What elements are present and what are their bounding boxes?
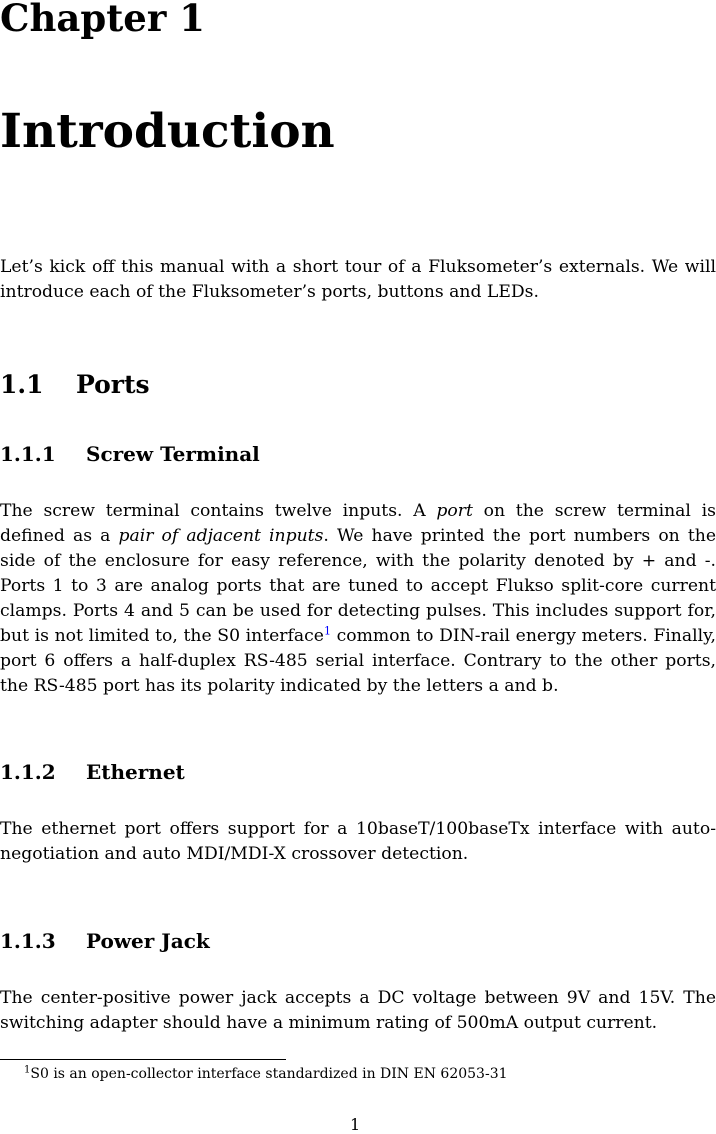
subsection-number: 1.1.2 <box>0 760 56 784</box>
term-pair-of-adjacent-inputs: pair of adjacent inputs <box>118 526 324 546</box>
screw-terminal-paragraph <box>0 499 716 699</box>
subsection-heading-ethernet <box>0 760 185 784</box>
subsection-number: 1.1.1 <box>0 442 56 466</box>
paragraph-text: . We have printed the port numbers on the side of the enclosure for easy reference, with the polarity denoted by + and -. Ports 1 to 3 are analog ports that are tuned to accept Flukso split-core current clamps. Ports 4 and 5 can be used for detecting pulses. This includes support for, but is not limited to, the S0 interface <box>0 526 716 646</box>
footnote <box>24 1066 508 1082</box>
subsection-title: Ethernet <box>86 760 185 784</box>
footnote-divider <box>0 1059 286 1060</box>
ethernet-paragraph: The ethernet port offers support for a 10baseT/100baseTx interface with auto-negotiation and auto MDI/MDI-X crossover detection. <box>0 819 716 864</box>
paragraph-text: common to DIN-rail energy meters. Finally, port 6 offers a half-duplex RS-485 serial interface. Contrary to the other ports, the RS-485 port has its polarity indicated by the letters a and b. <box>0 626 716 696</box>
paragraph-text: The screw terminal contains twelve inputs. A <box>0 501 437 521</box>
page-number: 1 <box>350 1115 361 1134</box>
subsection-title: Power Jack <box>86 929 210 953</box>
chapter-label: Chapter 1 <box>0 0 205 40</box>
section-number: 1.1 <box>0 370 44 399</box>
subsection-heading-screw-terminal <box>0 442 260 466</box>
subsection-heading-power-jack <box>0 929 210 953</box>
footnote-link[interactable]: 1 <box>323 624 331 638</box>
term-port: port <box>436 501 473 521</box>
footnote-text: S0 is an open-collector interface standardized in DIN EN 62053-31 <box>30 1066 508 1082</box>
section-heading-ports <box>0 370 150 399</box>
power-jack-paragraph: The center-positive power jack accepts a DC voltage between 9V and 15V. The switching adapter should have a minimum rating of 500mA output current. <box>0 988 716 1033</box>
section-title: Ports <box>76 370 150 399</box>
footnote-mark: 1 <box>24 1064 31 1076</box>
paragraph-text: on the screw terminal is defined as a <box>0 501 716 546</box>
chapter-title: Introduction <box>0 104 335 159</box>
subsection-title: Screw Terminal <box>86 442 260 466</box>
subsection-number: 1.1.3 <box>0 929 56 953</box>
intro-paragraph: Let’s kick off this manual with a short tour of a Fluksometer’s externals. We will introduce each of the Fluksometer’s ports, buttons and LEDs. <box>0 257 716 302</box>
